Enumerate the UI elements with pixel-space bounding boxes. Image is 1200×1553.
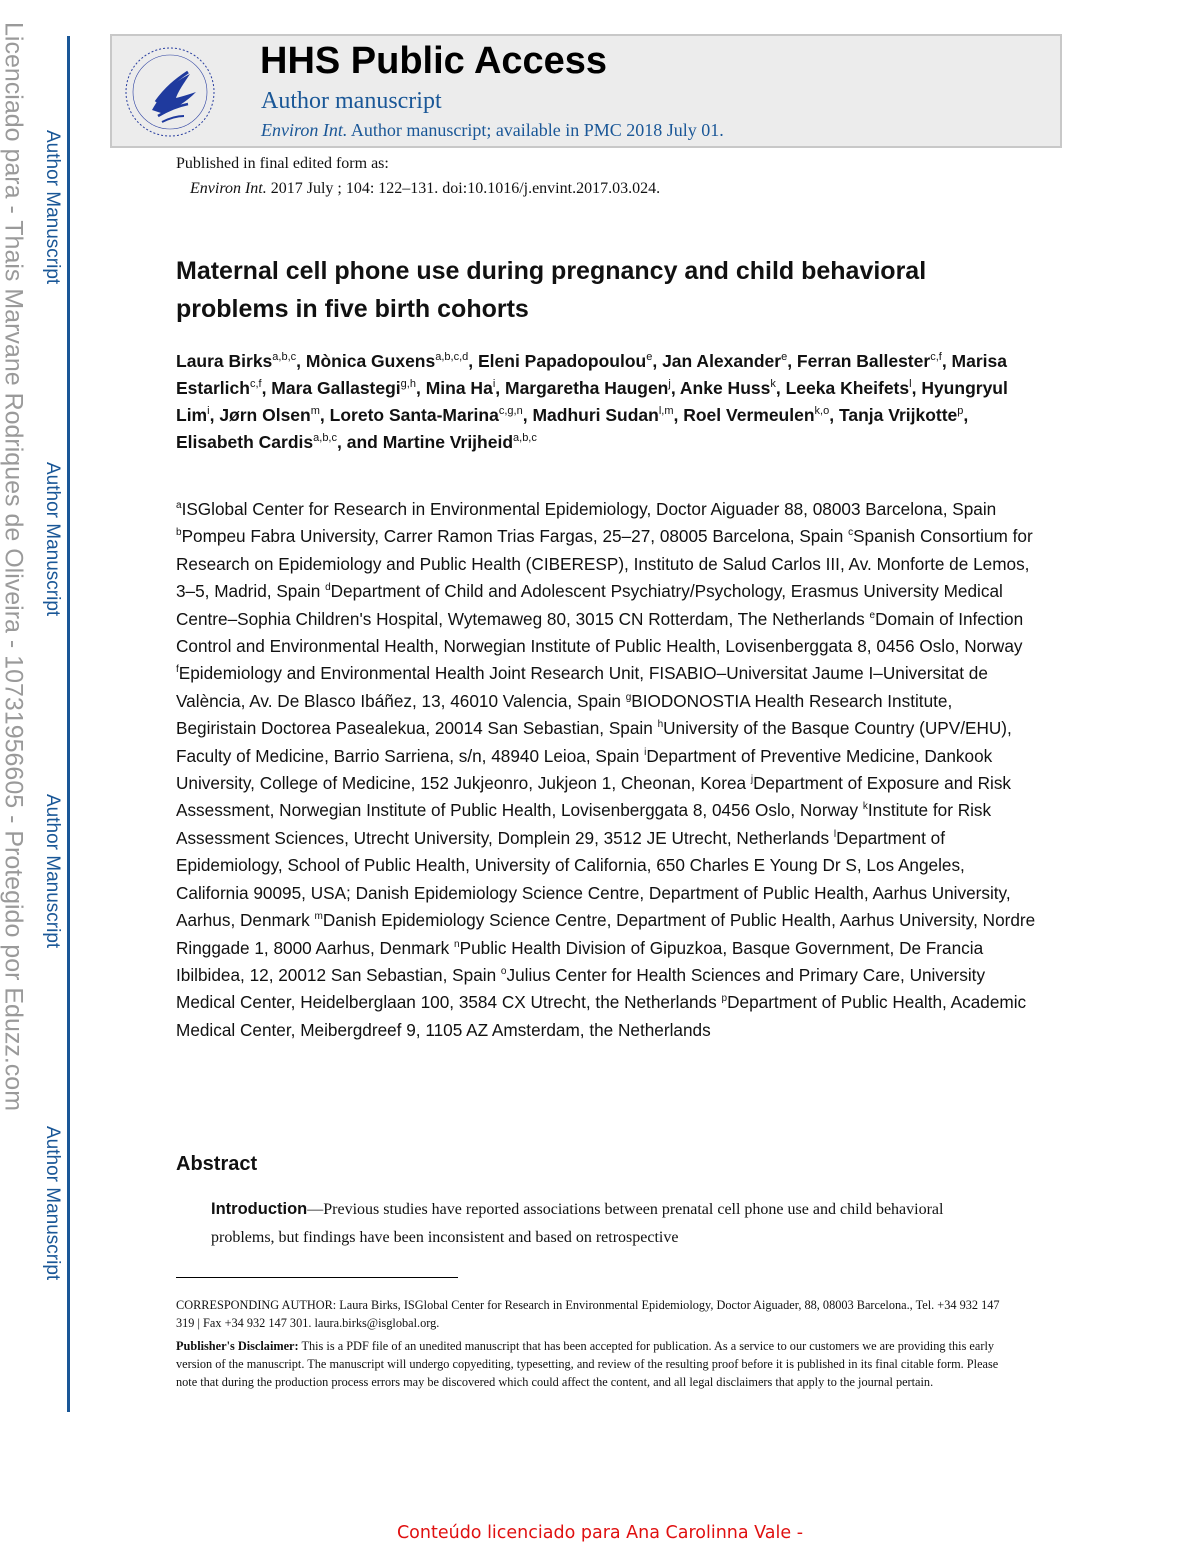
affiliation-text: BIODONOSTIA Health Research Institute, Begiristain Doctorea Pasealekua, 20014 San Sebastian, Spain <box>176 690 953 739</box>
author-affiliation-marker: a,b,c,d <box>435 351 469 363</box>
affiliation-text: Pompeu Fabra University, Carrer Ramon Trias Fargas, 25–27, 08005 Barcelona, Spain <box>181 526 849 547</box>
hhs-availability <box>261 120 724 141</box>
abstract-introduction <box>211 1195 1011 1252</box>
author-affiliation-marker: e <box>781 351 788 363</box>
affiliation-marker: j <box>750 774 754 786</box>
author-name: Mara Gallastegi <box>271 378 401 398</box>
author-affiliation-marker: k <box>770 378 776 390</box>
affiliation-marker: k <box>862 801 868 813</box>
affiliation-text: Department of Preventive Medicine, Dankook University, College of Medicine, 152 Jukjeonro, Jukjeon 1, Cheonan, Korea <box>176 745 993 794</box>
disclaimer-label: Publisher's Disclaimer: <box>176 1339 299 1353</box>
affiliation-marker: o <box>500 965 507 977</box>
author-name: Mònica Guxens <box>305 351 436 371</box>
affiliation-text: Department of Child and Adolescent Psychiatry/Psychology, Erasmus University Medical Centre–Sophia Children's Hospital, Wytemaweg 80, 3015 CN Rotterdam, The Netherlands <box>176 581 1003 629</box>
affiliation-text: Danish Epidemiology Science Centre, Department of Public Health, Aarhus University, Nordre Ringgade 1, 8000 Aarhus, Denmark <box>176 910 1036 958</box>
author-affiliation-marker: j <box>668 378 671 390</box>
affiliation-marker: p <box>721 993 728 1005</box>
author-list: Laura Birks$^{a,b,c}$, Mònica Guxens$^{a,b,c,d}$, Eleni Papadopoulou$^e$, Jan Alexander$^e$, Ferran Ballester$^{c,f}$, Marisa Estarlich$^{c,f}$, Mara Gallastegi$^{g,h}$, Mina Ha$^i$, Margaretha Haugen$^j$, Anke Huss$^k$, Leeka Kheifets$^l$, Hyungryul Lim$^i$, Jørn Olsen$^m$, Loreto Santa-Marina$^{c,g,n}$, Madhuri Sudan$^{l,m}$, Roel Vermeulen$^{k,o}$, Tanja Vrijkotte$^p$, Elisabeth Cardis$^{a,b,c}$, and Martine Vrijheid$^{a,b,c}$ <box>176 351 1008 452</box>
license-watermark-text: Licenciado para - Thais Marvane Rodriques de Oliveira - 10731956605 - Protegido por Eduzz.com <box>0 22 28 1112</box>
author-name: Ferran Ballester <box>796 351 931 371</box>
affiliation-marker: d <box>325 582 331 594</box>
affiliation-text: Department of Exposure and Risk Assessment, Norwegian Institute of Public Health, Lovisenberggata 8, 0456 Oslo, Norway <box>176 773 1012 821</box>
citation-journal: Environ Int. <box>190 180 267 197</box>
corresponding-author-footnote: CORRESPONDING AUTHOR: Laura Birks, ISGlobal Center for Research in Environmental Epidemiology, Doctor Aiguader, 88, 08003 Barcelona., Tel. +34 932 147 319 | Fax +34 932 147 301. laura.birks@isglobal.org. <box>176 1298 1000 1330</box>
author-name: Hyungryul Lim <box>176 378 1008 425</box>
author-name: Jan Alexander <box>662 351 782 371</box>
affiliation-marker: g <box>625 691 632 703</box>
side-label-author-manuscript: Author Manuscript <box>42 1126 63 1281</box>
affiliation-text: Institute for Risk Assessment Sciences, Utrecht University, Domplein 29, 3512 JE Utrecht, Netherlands <box>176 800 992 848</box>
publication-citation <box>190 180 660 198</box>
disclaimer-text: This is a PDF file of an unedited manuscript that has been accepted for publication. As a service to our customers we are providing this early version of the manuscript. The manuscript will undergo copyediting, typesetting, and review of the resulting proof before it is published in its final citable form. Please note that during the production process errors may be discovered which could affect the content, and all legal disclaimers that apply to the journal pertain. <box>176 1339 999 1389</box>
author-affiliation-marker: m <box>310 405 320 417</box>
article-title: Maternal cell phone use during pregnancy and child behavioral problems in five birth cohorts <box>176 257 927 323</box>
author-affiliation-marker: a,b,c <box>272 351 297 363</box>
author-affiliation-marker: a,b,c <box>313 432 337 444</box>
footnote-rule <box>176 1277 458 1278</box>
affiliation-text: ISGlobal Center for Research in Environmental Epidemiology, Doctor Aiguader 88, 08003 Barcelona, Spain <box>181 499 997 519</box>
affiliation-marker: m <box>314 911 323 923</box>
author-name: Tanja Vrijkotte <box>838 405 958 425</box>
journal-name: Environ Int. <box>261 120 348 140</box>
author-name: Anke Huss <box>679 378 771 398</box>
intro-text: —Previous studies have reported associations between prenatal cell phone use and child behavioral problems, but findings have been inconsistent and based on retrospective <box>211 1201 944 1246</box>
author-name: Loreto Santa-Marina <box>329 405 499 425</box>
hhs-header <box>110 34 1062 148</box>
affiliation-marker: e <box>869 609 876 621</box>
published-label: Published in final edited form as: <box>176 155 389 172</box>
affiliation-marker: h <box>657 719 664 731</box>
citation-details: 2017 July ; 104: 122–131. doi:10.1016/j.envint.2017.03.024. <box>270 180 661 197</box>
author-affiliation-marker: a,b,c <box>513 432 537 444</box>
author-affiliation-marker: p <box>957 405 964 417</box>
affiliation-marker: f <box>176 664 179 676</box>
author-affiliation-marker: e <box>646 351 653 363</box>
affiliation-text: Epidemiology and Environmental Health Joint Research Unit, FISABIO–Universitat Jaume I–Universitat de València, Av. De Blasco Ibáñez, 13, 46010 Valencia, Spain <box>176 663 988 711</box>
author-affiliation-marker: k,o <box>814 405 830 417</box>
author-affiliation-marker: g,h <box>400 378 416 390</box>
affiliation-text: Julius Center for Health Sciences and Primary Care, University Medical Center, Heidelberglaan 100, 3584 CX Utrecht, the Netherlands <box>176 964 986 1013</box>
affiliation-marker: n <box>454 938 460 950</box>
author-name: Roel Vermeulen <box>683 405 815 425</box>
hhs-title: HHS Public Access <box>260 40 608 82</box>
affiliation-text: Public Health Division of Gipuzkoa, Basque Government, De Francia Ibilbidea, 12, 20012 San Sebastian, Spain <box>176 937 984 985</box>
author-name: Leeka Kheifets <box>785 378 910 398</box>
abstract-heading: Abstract <box>176 1153 258 1175</box>
author-name: Marisa Estarlich <box>176 351 1007 398</box>
side-label-author-manuscript: Author Manuscript <box>42 130 63 285</box>
side-rule <box>67 36 70 1412</box>
side-label-author-manuscript: Author Manuscript <box>42 462 63 617</box>
author-affiliation-marker: i <box>492 378 496 390</box>
affiliation-marker: a <box>176 500 182 511</box>
author-affiliation-marker: c,f <box>930 351 942 363</box>
hhs-subtitle: Author manuscript <box>261 88 442 114</box>
author-affiliation-marker: l <box>909 378 912 390</box>
affiliation-text: Department of Epidemiology, School of Public Health, University of California, 650 Charles E Young Dr S, Los Angeles, California 90095, USA; Danish Epidemiology Science Centre, Department of Public Health, Aarhus University, Aarhus, Denmark <box>176 827 1011 931</box>
author-name: Laura Birks <box>176 351 273 371</box>
license-watermark-left <box>0 22 28 1262</box>
side-label-author-manuscript: Author Manuscript <box>42 794 63 949</box>
publisher-disclaimer <box>176 1337 1016 1391</box>
author-name: Jørn Olsen <box>219 405 311 425</box>
license-watermark-bottom: Conteúdo licenciado para Ana Carolinna Vale - <box>396 1523 804 1543</box>
affiliation-text: Department of Public Health, Academic Medical Center, Meibergdreef 9, 1105 AZ Amsterdam, the Netherlands <box>176 992 1027 1040</box>
author-affiliation-marker: c,f <box>249 378 262 390</box>
author-affiliation-marker: l,m <box>658 405 674 417</box>
author-name: Elisabeth Cardis <box>176 432 314 452</box>
affiliation-marker: b <box>176 527 182 539</box>
affiliation-marker: c <box>848 527 854 539</box>
author-name: Margaretha Haugen <box>505 378 669 398</box>
author-name: Eleni Papadopoulou <box>478 351 647 371</box>
author-name: Mina Ha <box>425 378 493 398</box>
affiliation-marker: l <box>833 828 837 840</box>
affiliation-marker: i <box>644 746 647 758</box>
affiliation-text: University of the Basque Country (UPV/EHU), Faculty of Medicine, Barrio Sarriena, s/n, 48940 Leioa, Spain <box>176 718 1012 766</box>
affiliation-text: Domain of Infection Control and Environmental Health, Norwegian Institute of Public Health, Lovisenberggata 8, 0456 Oslo, Norway <box>176 608 1024 657</box>
affiliations <box>176 496 1036 1044</box>
intro-label: Introduction <box>211 1200 308 1218</box>
author-name: Madhuri Sudan <box>532 405 659 425</box>
author-affiliation-marker: i <box>207 405 210 417</box>
hhs-eagle-logo-icon <box>122 44 218 140</box>
availability-text: Author manuscript; available in PMC 2018 July 01. <box>350 120 724 140</box>
author-affiliation-marker: c,g,n <box>498 405 523 417</box>
affiliation-text: Spanish Consortium for Research on Epidemiology and Public Health (CIBERESP), Instituto de Salud Carlos III, Av. Monforte de Lemos, 3–5, Madrid, Spain <box>176 526 1033 602</box>
author-name: Martine Vrijheid <box>382 432 514 452</box>
